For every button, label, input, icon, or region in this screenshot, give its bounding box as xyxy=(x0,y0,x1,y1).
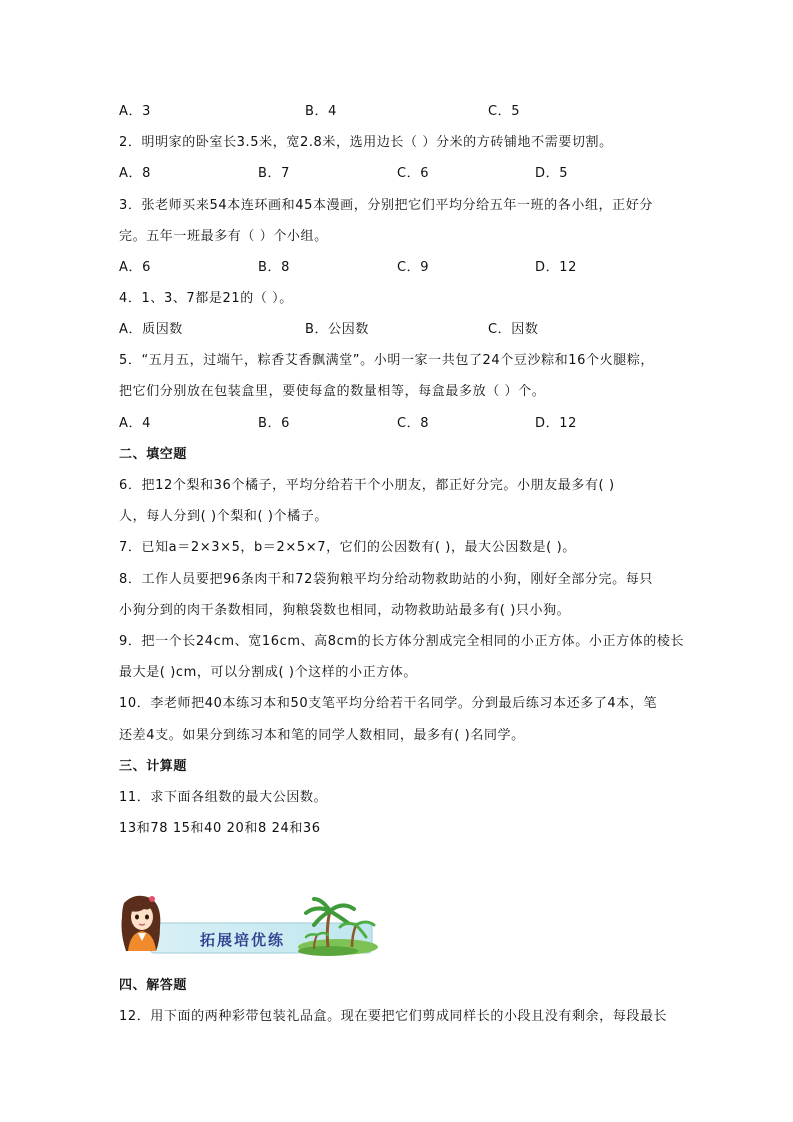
q4-option-a: A．质因数 xyxy=(119,322,183,337)
q3-stem-line2: 完。五年一班最多有（ ）个小组。 xyxy=(119,229,328,244)
q5-option-b: B．6 xyxy=(258,416,290,431)
q3-option-c: C．9 xyxy=(397,260,430,275)
q2-option-a: A．8 xyxy=(119,166,151,181)
q4-stem: 4．1、3、7都是21的（ ）。 xyxy=(119,291,293,306)
q1-option-a: A．3 xyxy=(119,104,151,119)
q2-stem: 2．明明家的卧室长3.5米，宽2.8米，选用边长（ ）分米的方砖铺地不需要切割。 xyxy=(119,135,613,150)
q6-line1: 6．把12个梨和36个橘子，平均分给若干个小朋友，都正好分完。小朋友最多有( ) xyxy=(119,478,615,493)
q10-line1: 10．李老师把40本练习本和50支笔平均分给若干名同学。分到最后练习本还多了4本，笔 xyxy=(119,696,658,711)
q5-option-c: C．8 xyxy=(397,416,430,431)
q3-option-b: B．8 xyxy=(258,260,290,275)
section-title-fill-blank: 二、填空题 xyxy=(119,447,188,462)
q2-option-c: C．6 xyxy=(397,166,430,181)
q4-option-b: B．公因数 xyxy=(305,322,369,337)
q8-line1: 8．工作人员要把96条肉干和72袋狗粮平均分给动物救助站的小狗，刚好全部分完。每只 xyxy=(119,572,653,587)
q9-line2: 最大是( )cm，可以分割成( )个这样的小正方体。 xyxy=(119,665,417,680)
q11-stem: 11．求下面各组数的最大公因数。 xyxy=(119,790,328,805)
q1-options xyxy=(119,103,679,121)
q4-option-c: C．因数 xyxy=(488,322,539,337)
q12-stem: 12．用下面的两种彩带包装礼品盒。现在要把它们剪成同样长的小段且没有剩余，每段最长 xyxy=(119,1009,668,1024)
q10-line2: 还差4支。如果分到练习本和笔的同学人数相同，最多有( )名同学。 xyxy=(119,728,525,743)
q7: 7．已知a＝2×3×5，b＝2×5×7，它们的公因数有( )，最大公因数是( )。 xyxy=(119,540,576,555)
q5-option-d: D．12 xyxy=(535,416,577,431)
q1-option-b: B．4 xyxy=(305,104,337,119)
q3-options xyxy=(119,259,679,277)
q2-option-b: B．7 xyxy=(258,166,290,181)
q11-groups: 13和78 15和40 20和8 24和36 xyxy=(119,821,321,836)
section-title-calculation: 三、计算题 xyxy=(119,759,188,774)
q4-options xyxy=(119,321,679,339)
section-title-answer: 四、解答题 xyxy=(119,978,188,993)
q1-option-c: C．5 xyxy=(488,104,521,119)
banner-title: 拓展培优练 xyxy=(200,931,286,949)
q6-line2: 人，每人分到( )个梨和( )个橘子。 xyxy=(119,509,328,524)
q3-option-d: D．12 xyxy=(535,260,577,275)
q5-stem-line2: 把它们分别放在包装盒里，要使每盒的数量相等，每盒最多放（ ）个。 xyxy=(119,384,546,399)
q5-option-a: A．4 xyxy=(119,416,151,431)
q2-option-d: D．5 xyxy=(535,166,569,181)
q5-options xyxy=(119,415,679,433)
q9-line1: 9．把一个长24cm、宽16cm、高8cm的长方体分割成完全相同的小正方体。小正方体的棱长 xyxy=(119,634,685,649)
q3-option-a: A．6 xyxy=(119,260,151,275)
q5-stem-line1: 5．“五月五，过端午，粽香艾香飘满堂”。小明一家一共包了24个豆沙粽和16个火腿粽， xyxy=(119,353,655,368)
q8-line2: 小狗分到的肉干条数相同，狗粮袋数也相同，动物救助站最多有( )只小狗。 xyxy=(119,603,571,618)
q2-options xyxy=(119,165,679,183)
q3-stem-line1: 3．张老师买来54本连环画和45本漫画，分别把它们平均分给五年一班的各小组，正好分 xyxy=(119,198,653,213)
extension-banner xyxy=(116,893,378,957)
